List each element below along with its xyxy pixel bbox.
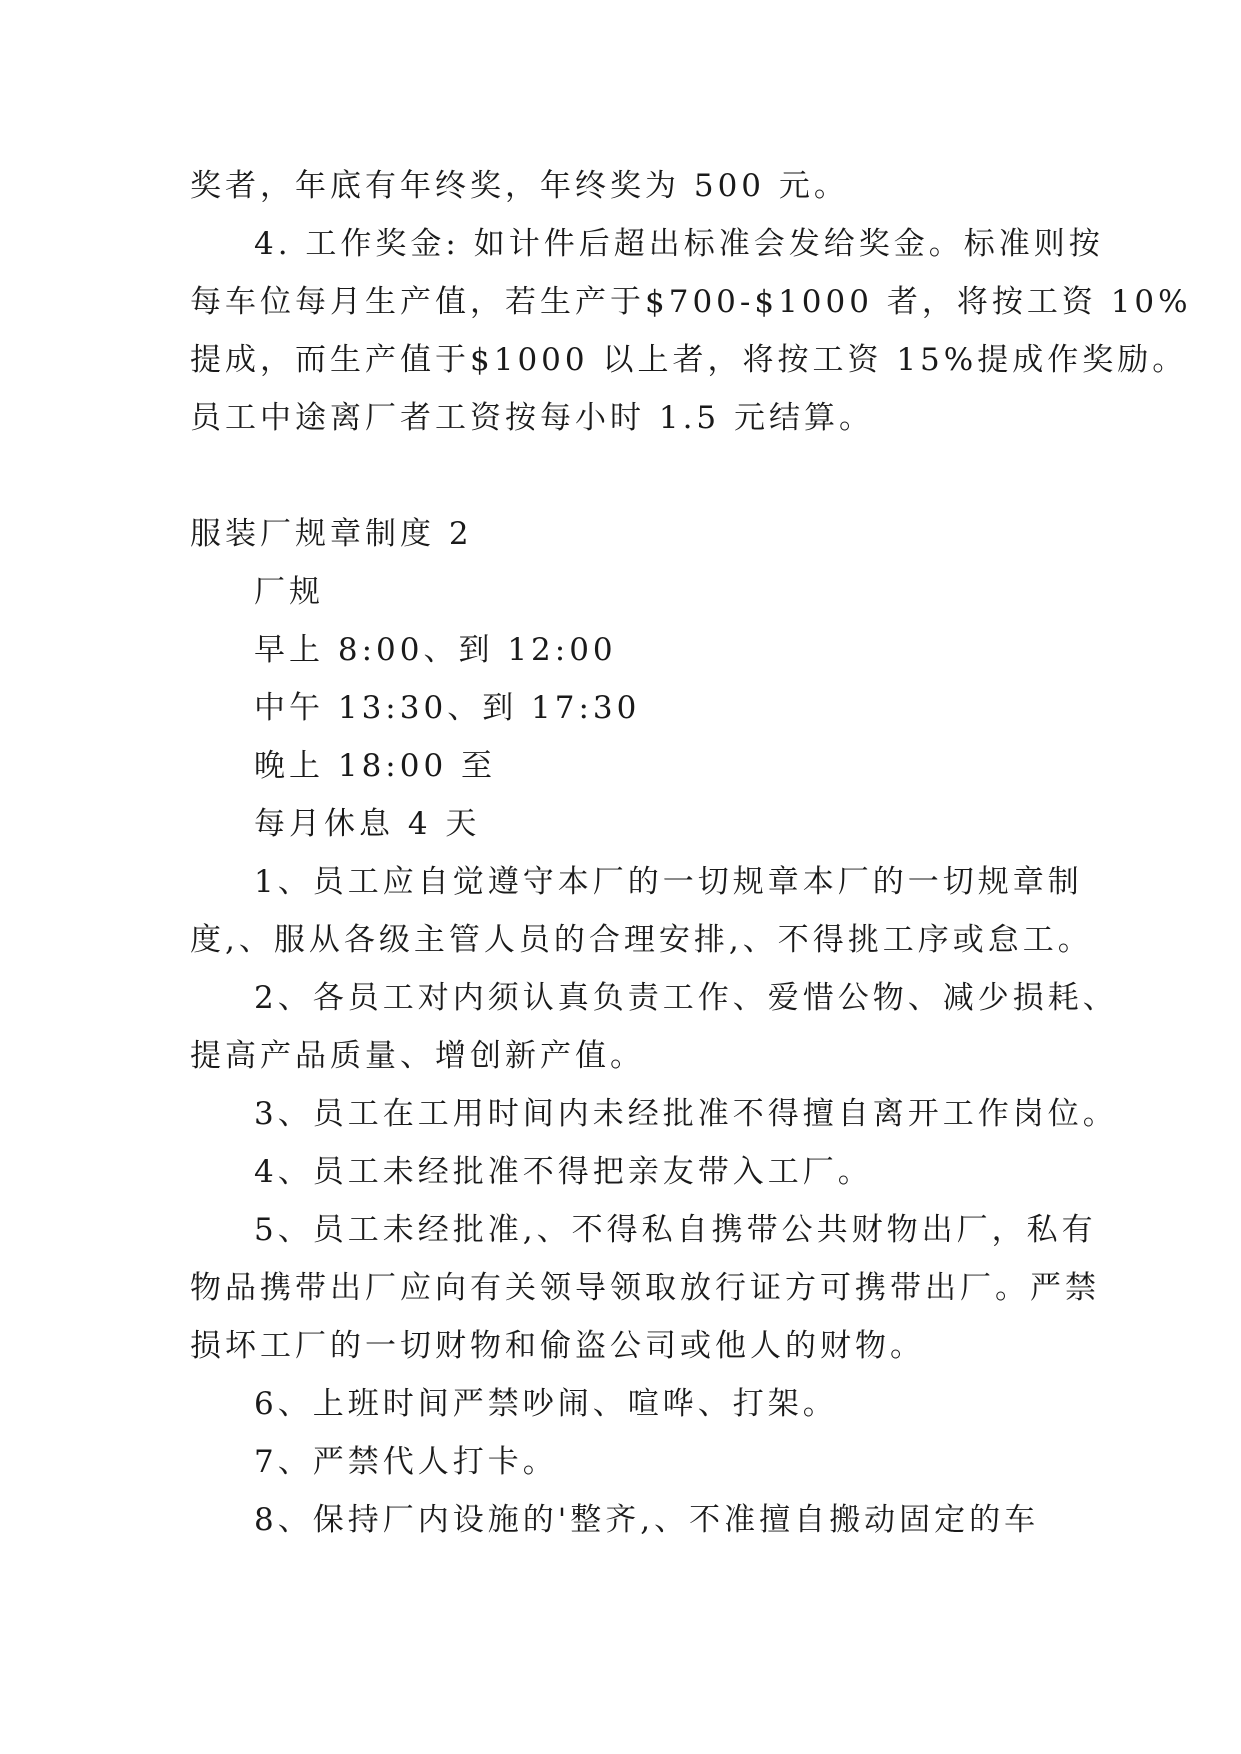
rule-item-line: 物品携带出厂应向有关领导领取放行证方可携带出厂。严禁 xyxy=(190,1270,1100,1306)
paragraph-line: 奖者，年底有年终奖，年终奖为 500 元。 xyxy=(190,168,849,204)
rule-item-line: 7、严禁代人打卡。 xyxy=(254,1444,558,1480)
paragraph-line: 厂规 xyxy=(254,574,324,610)
paragraph-line: 每车位每月生产值，若生产于$700-$1000 者，将按工资 10% xyxy=(190,284,1192,320)
rule-item-line: 5、员工未经批准,、不得私自携带公共财物出厂，私有 xyxy=(254,1212,1097,1248)
paragraph-line: 中午 13:30、到 17:30 xyxy=(254,690,641,726)
rule-item-line: 6、上班时间严禁吵闹、喧哗、打架。 xyxy=(254,1386,838,1422)
rule-item-line: 度,、服从各级主管人员的合理安排,、不得挑工序或怠工。 xyxy=(190,922,1093,958)
rule-item-line: 1、员工应自觉遵守本厂的一切规章本厂的一切规章制 xyxy=(254,864,1083,900)
paragraph-line: 员工中途离厂者工资按每小时 1.5 元结算。 xyxy=(190,400,875,436)
rule-item-line: 提高产品质量、增创新产值。 xyxy=(190,1038,645,1074)
paragraph-line: 晚上 18:00 至 xyxy=(254,748,497,784)
rule-item-line: 8、保持厂内设施的'整齐,、不准擅自搬动固定的车 xyxy=(254,1502,1040,1538)
paragraph-line: 4. 工作奖金: 如计件后超出标准会发给奖金。标准则按 xyxy=(254,226,1104,262)
paragraph-line: 早上 8:00、到 12:00 xyxy=(254,632,617,668)
rule-item-line: 损坏工厂的一切财物和偷盗公司或他人的财物。 xyxy=(190,1328,925,1364)
section-title: 服装厂规章制度 2 xyxy=(190,516,473,552)
rule-item-line: 4、员工未经批准不得把亲友带入工厂。 xyxy=(254,1154,873,1190)
rule-item-line: 3、员工在工用时间内未经批准不得擅自离开工作岗位。 xyxy=(254,1096,1118,1132)
rule-item-line: 2、各员工对内须认真负责工作、爱惜公物、减少损耗、 xyxy=(254,980,1118,1016)
paragraph-line: 提成，而生产值于$1000 以上者，将按工资 15%提成作奖励。 xyxy=(190,342,1188,378)
paragraph-line: 每月休息 4 天 xyxy=(254,806,481,842)
